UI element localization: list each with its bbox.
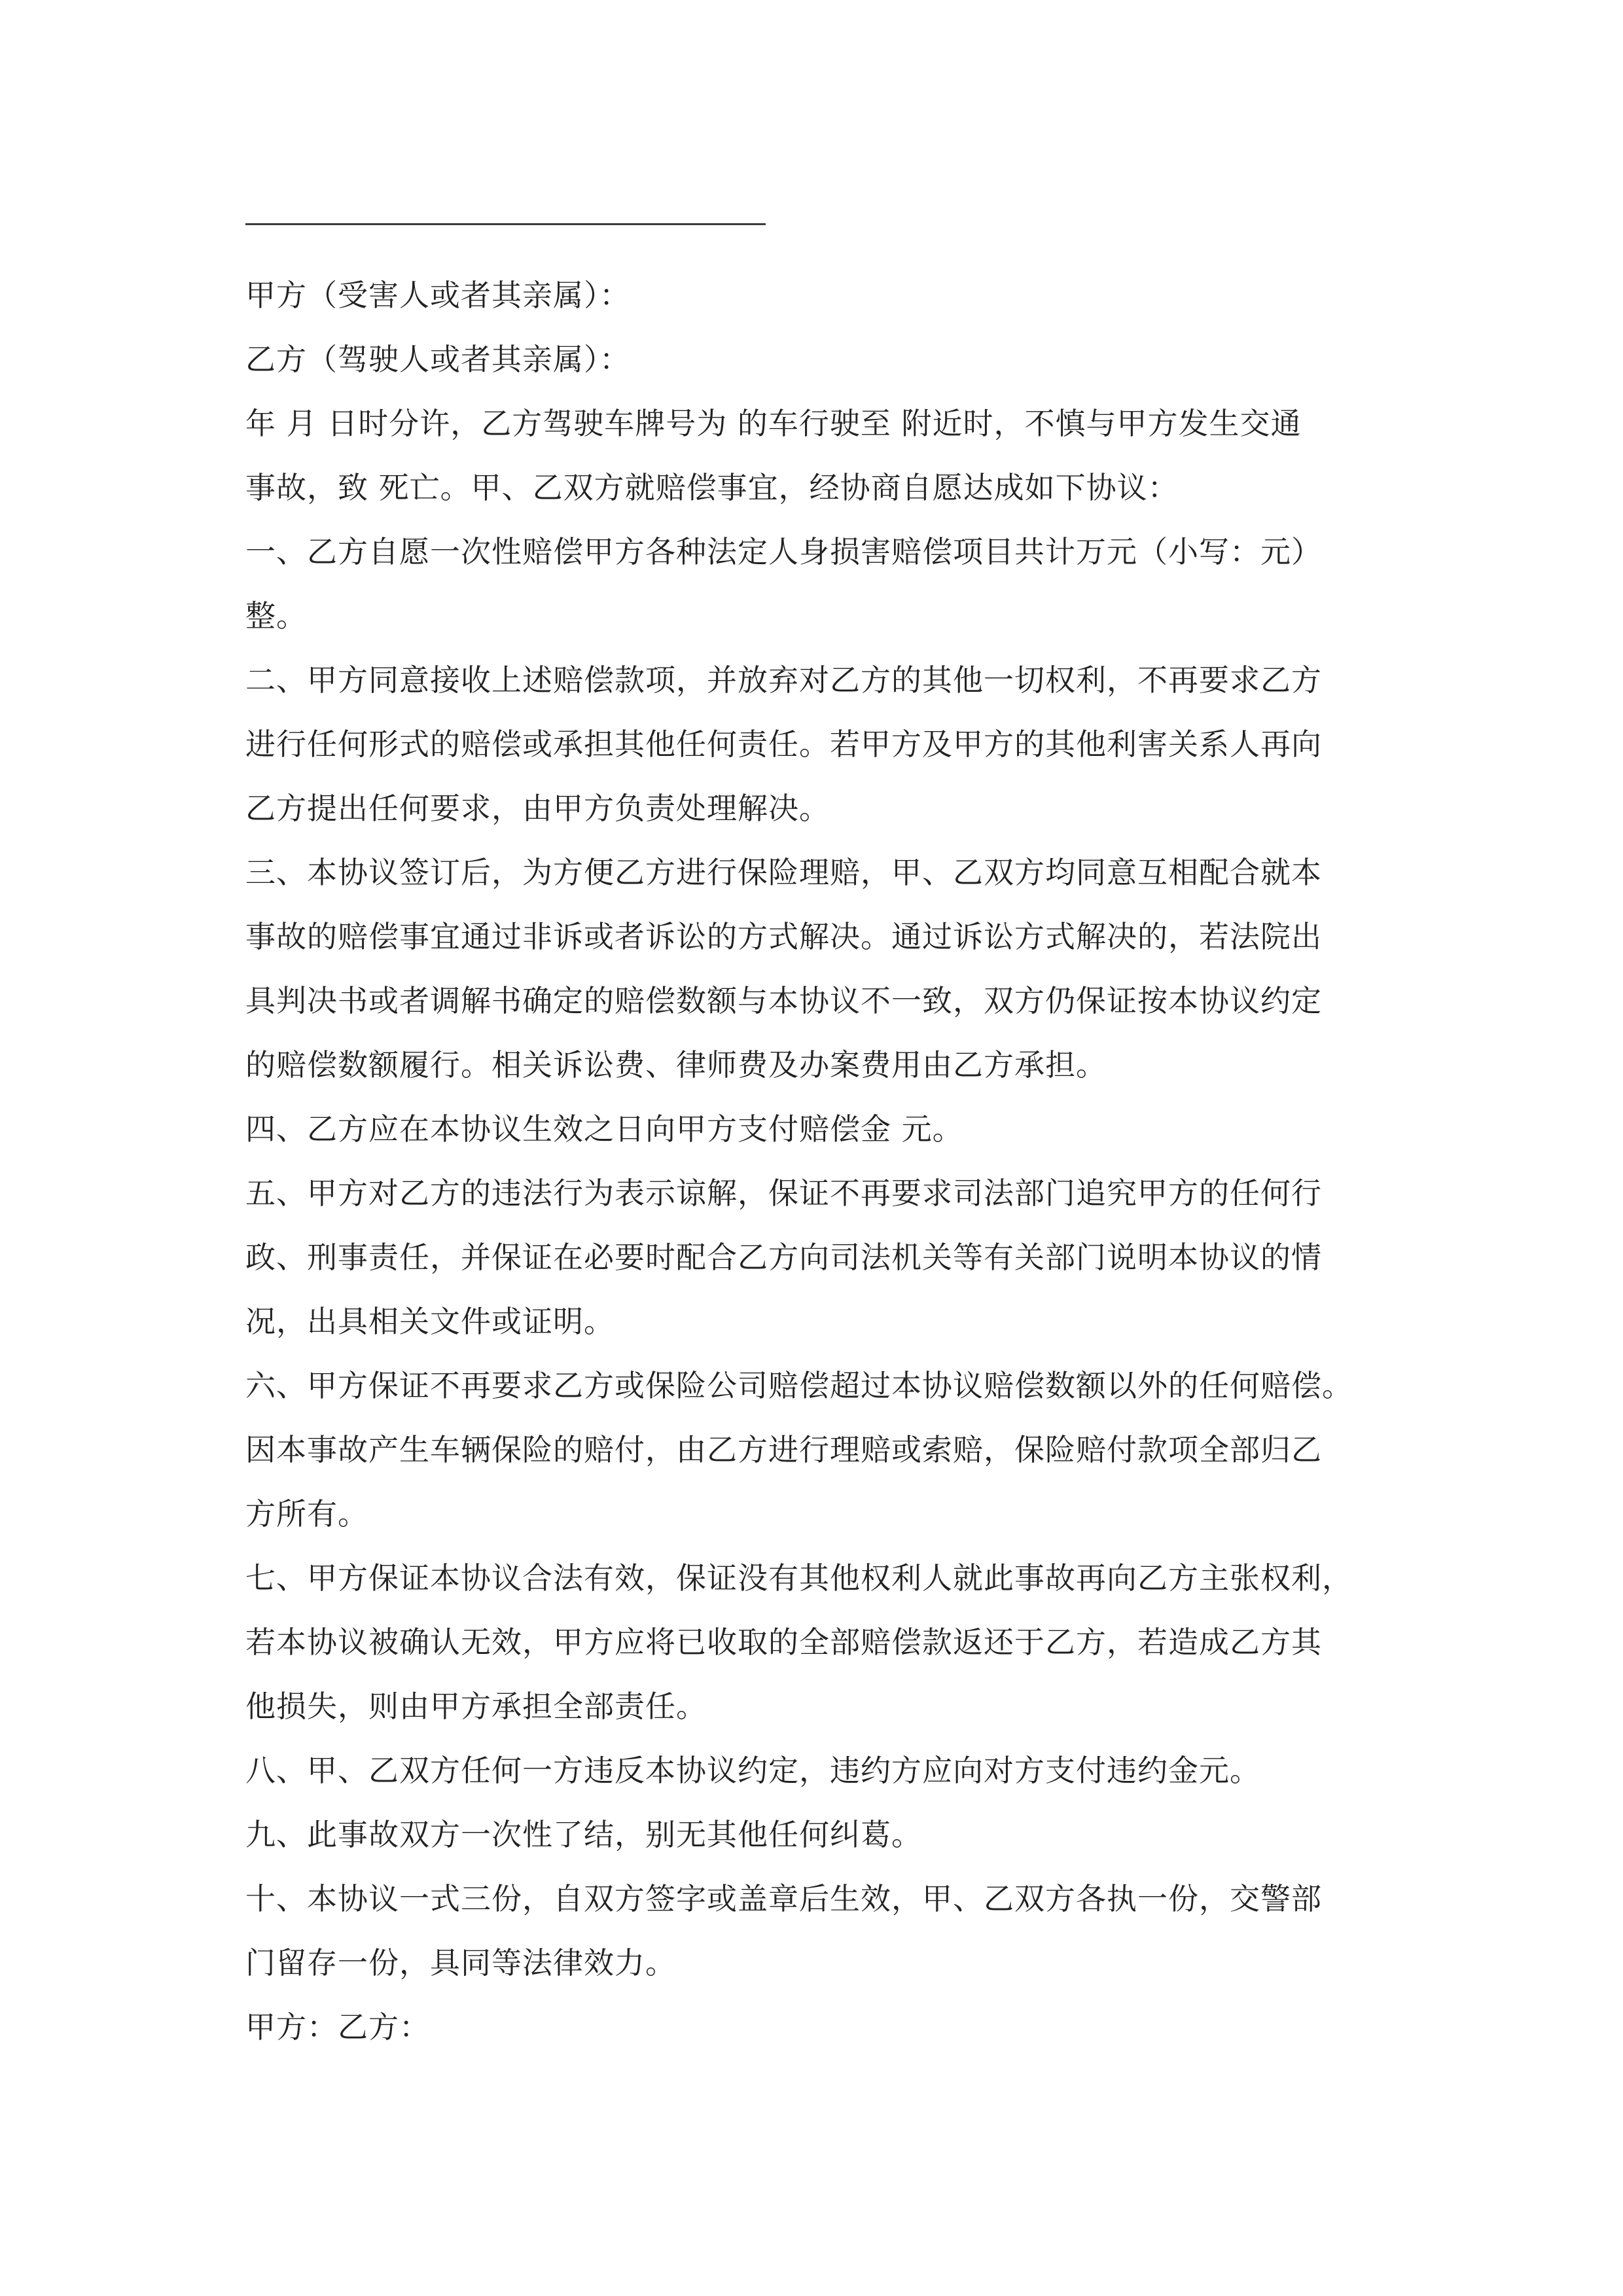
clause-6-line-2: 因本事故产生车辆保险的赔付，由乙方进行理赔或索赔，保险赔付款项全部归乙 [245, 1432, 1322, 1467]
clause-6-line-3: 方所有。 [245, 1496, 368, 1532]
clause-6-line-1: 六、甲方保证不再要求乙方或保险公司赔偿超过本协议赔偿数额以外的任何赔偿。 [245, 1368, 1353, 1403]
agreement-body [245, 263, 1387, 2059]
clause-2-line-2: 进行任何形式的赔偿或承担其他任何责任。若甲方及甲方的其他利害关系人再向 [245, 726, 1322, 762]
clause-4-line-1: 四、乙方应在本协议生效之日向甲方支付赔偿金 元。 [245, 1111, 963, 1147]
clause-5-line-3: 况，出具相关文件或证明。 [245, 1304, 615, 1339]
clause-3-line-3: 具判决书或者调解书确定的赔偿数额与本协议不一致，双方仍保证按本协议约定 [245, 983, 1322, 1018]
signature-line: 甲方：乙方： [245, 2009, 430, 2045]
header-divider [245, 223, 766, 225]
party-a-line: 甲方（受害人或者其亲属）： [245, 278, 630, 313]
clause-10-line-2: 门留存一份，具同等法律效力。 [245, 1945, 676, 1981]
clause-2-line-3: 乙方提出任何要求，由甲方负责处理解决。 [245, 791, 830, 826]
clause-3-line-1: 三、本协议签订后，为方便乙方进行保险理赔，甲、乙双方均同意互相配合就本 [245, 855, 1322, 890]
clause-9-line-1: 九、此事故双方一次性了结，别无其他任何纠葛。 [245, 1817, 922, 1852]
clause-5-line-1: 五、甲方对乙方的违法行为表示谅解，保证不再要求司法部门追究甲方的任何行 [245, 1175, 1322, 1211]
clause-3-line-2: 事故的赔偿事宜通过非诉或者诉讼的方式解决。通过诉讼方式解决的，若法院出 [245, 919, 1322, 954]
clause-7-line-1: 七、甲方保证本协议合法有效，保证没有其他权利人就此事故再向乙方主张权利， [245, 1560, 1353, 1596]
clause-8-line-1: 八、甲、乙双方任何一方违反本协议约定，违约方应向对方支付违约金元。 [245, 1753, 1260, 1788]
party-b-line: 乙方（驾驶人或者其亲属）： [245, 342, 630, 377]
clause-1-line-2: 整。 [245, 598, 307, 634]
clause-2-line-1: 二、甲方同意接收上述赔偿款项，并放弃对乙方的其他一切权利，不再要求乙方 [245, 662, 1322, 698]
clause-10-line-1: 十、本协议一式三份，自双方签字或盖章后生效，甲、乙双方各执一份，交警部 [245, 1881, 1322, 1916]
clause-7-line-3: 他损失，则由甲方承担全部责任。 [245, 1689, 707, 1724]
incident-line-2: 事故，致 死亡。甲、乙双方就赔偿事宜，经协商自愿达成如下协议： [245, 470, 1179, 505]
clause-3-line-4: 的赔偿数额履行。相关诉讼费、律师费及办案费用由乙方承担。 [245, 1047, 1107, 1083]
clause-1-line-1: 一、乙方自愿一次性赔偿甲方各种法定人身损害赔偿项目共计万元（小写：元） [245, 534, 1322, 569]
incident-line-1: 年 月 日时分许，乙方驾驶车牌号为 的车行驶至 附近时，不慎与甲方发生交通 [245, 406, 1302, 441]
clause-5-line-2: 政、刑事责任，并保证在必要时配合乙方向司法机关等有关部门说明本协议的情 [245, 1240, 1322, 1275]
clause-7-line-2: 若本协议被确认无效，甲方应将已收取的全部赔偿款返还于乙方，若造成乙方其 [245, 1624, 1322, 1660]
